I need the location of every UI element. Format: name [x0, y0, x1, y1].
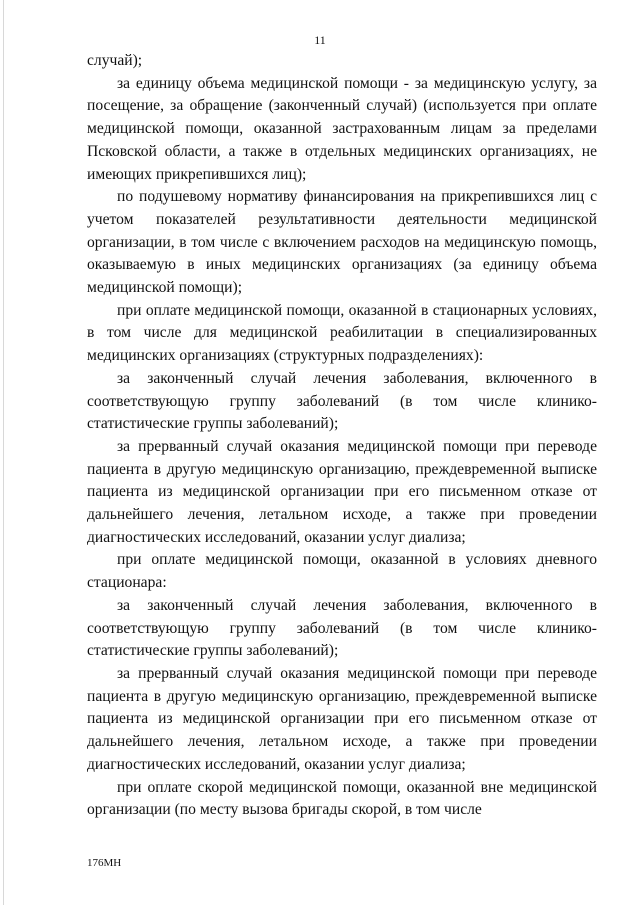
page-edge [3, 0, 4, 905]
paragraph: по подушевому нормативу финансирования на прикрепившихся лиц с учетом показателей результативности деятельности медицинской организации, в том числе с включением расходов на медицинскую помощь, оказываемую в иных медицинских организациях (за единицу объема медицинской помощи); [87, 188, 597, 297]
paragraph: за единицу объема медицинской помощи - за медицинскую услугу, за посещение, за обращение (законченный случай) (используется при оплате медицинской помощи, оказанной застрахованным лицам за пределами Псковской области, а также в отдельных медицинских организациях, не имеющих прикрепившихся лиц); [87, 74, 597, 183]
document-code: 176МН [87, 857, 122, 869]
paragraph: за прерванный случай оказания медицинской помощи при переводе пациента в другую медицинскую организацию, преждевременной выписке пациента из медицинской организации при его письменном отказе от дальнейшего лечения, летальном исходе, а также при проведении диагностических исследований, оказании услуг диализа; [87, 437, 597, 546]
document-body [87, 50, 597, 822]
paragraph-continuation: случай); [87, 52, 143, 69]
paragraph: за прерванный случай оказания медицинской помощи при переводе пациента в другую медицинскую организацию, преждевременной выписке пациента из медицинской организации при его письменном отказе от дальнейшего лечения, летальном исходе, а также при проведении диагностических исследований, оказании услуг диализа; [87, 664, 597, 773]
paragraph: при оплате скорой медицинской помощи, оказанной вне медицинской организации (по месту вызова бригады скорой, в том числе [87, 778, 597, 819]
paragraph: за законченный случай лечения заболевания, включенного в соответствующую группу заболеваний (в том числе клинико-статистические группы заболеваний); [87, 596, 597, 660]
paragraph: при оплате медицинской помощи, оказанной в стационарных условиях, в том числе для медицинской реабилитации в специализированных медицинских организациях (структурных подразделениях): [87, 301, 597, 365]
paragraph: за законченный случай лечения заболевания, включенного в соответствующую группу заболеваний (в том числе клинико-статистические группы заболеваний); [87, 369, 597, 433]
page-number: 11 [314, 33, 326, 47]
paragraph: при оплате медицинской помощи, оказанной в условиях дневного стационара: [87, 551, 597, 592]
